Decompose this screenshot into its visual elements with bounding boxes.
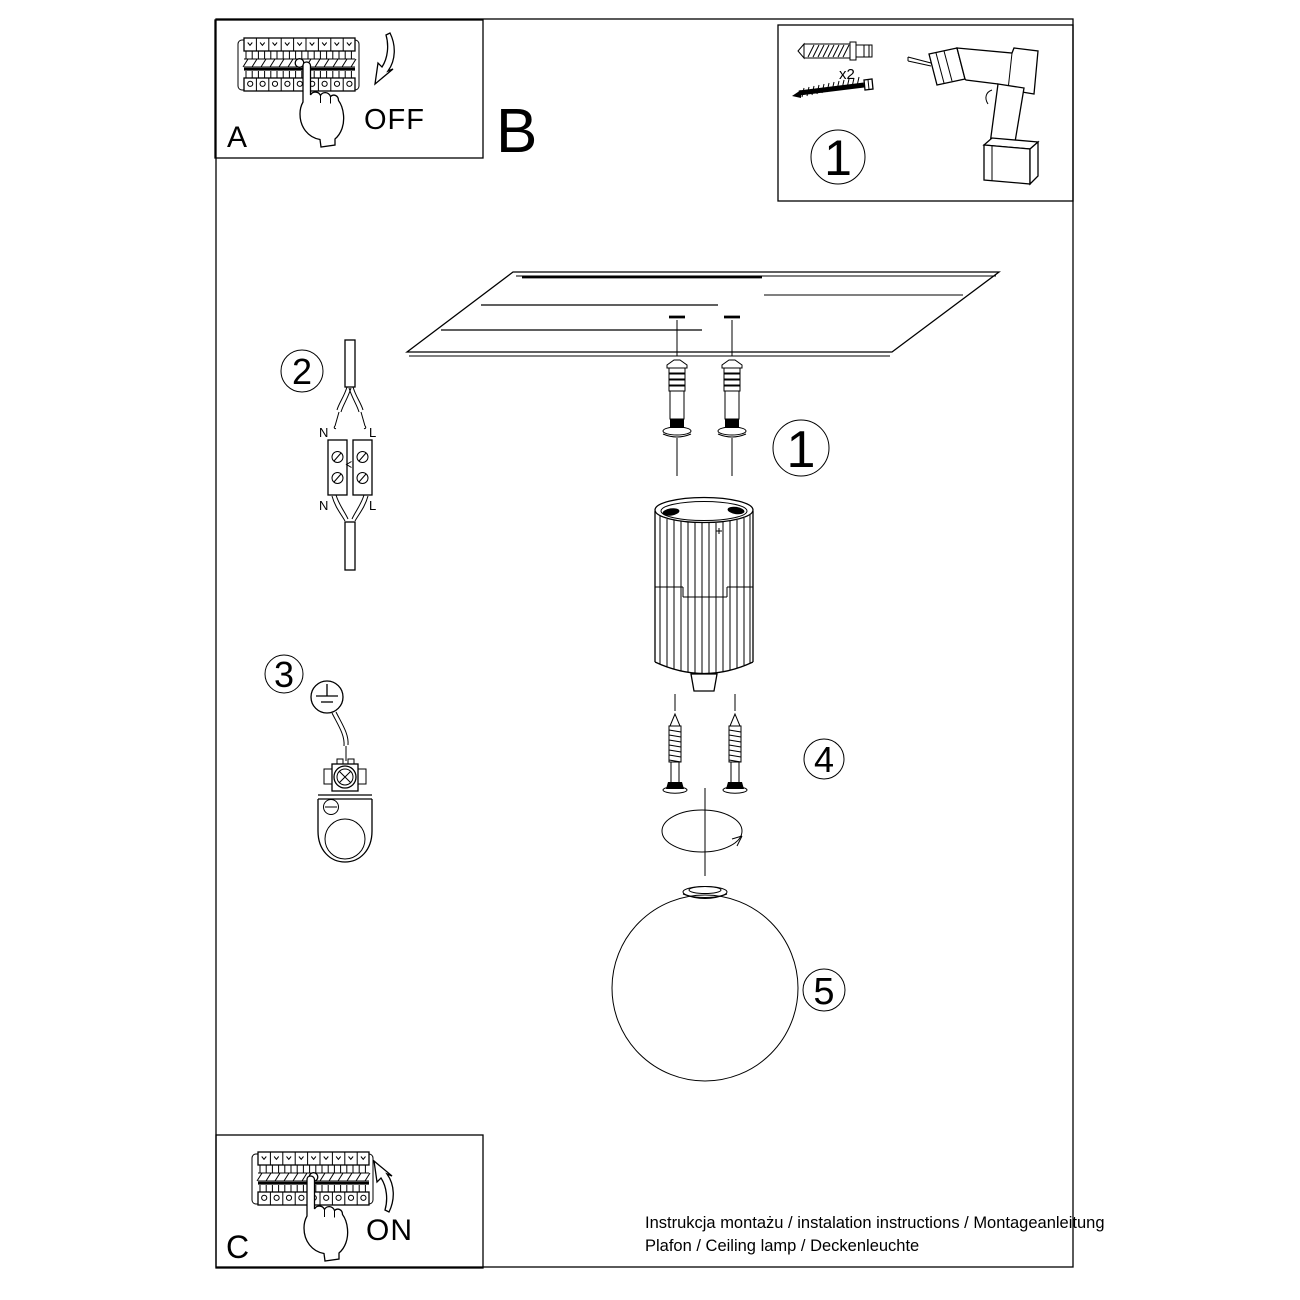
- wall-anchor-left-icon: [663, 360, 691, 476]
- lamp-body: [655, 498, 753, 692]
- section-b-label: B: [496, 97, 538, 166]
- ground-symbol-icon: [311, 681, 343, 713]
- step-number-wiring: 2: [291, 351, 313, 392]
- section-c-power-on: [216, 1135, 483, 1268]
- ground-section: [265, 654, 372, 862]
- wall-plug-icon: [798, 42, 872, 60]
- sphere-collar: [683, 887, 727, 899]
- quantity-label: x2: [839, 66, 855, 83]
- lamp-socket: [691, 674, 717, 691]
- ground-terminal-icon: [324, 759, 366, 791]
- hand-pointing-icon: [304, 1176, 348, 1261]
- step-number-screws: 4: [813, 739, 835, 780]
- on-label: ON: [366, 1214, 413, 1247]
- box-c-label: C: [226, 1229, 250, 1265]
- hand-pointing-icon: [300, 62, 344, 147]
- breaker-panel-icon: [238, 38, 359, 91]
- rotation-arrow-icon: [662, 788, 742, 873]
- mounting-bracket-icon: [318, 795, 372, 862]
- wire-label-n-bottom: N: [319, 498, 329, 513]
- step-number-ground: 3: [273, 654, 295, 695]
- screw-right-icon: [723, 714, 747, 793]
- flutes-lower: [660, 587, 750, 674]
- parts-box: [778, 25, 1073, 201]
- arrow-down-icon: [375, 33, 394, 84]
- page-border: [216, 19, 1073, 1267]
- glass-sphere: [612, 868, 798, 1081]
- box-a-label: A: [227, 121, 248, 154]
- footer-line-1: Instrukcja montażu / instalation instructions / Montageanleitung: [645, 1214, 1105, 1232]
- screw-left-icon: [663, 714, 687, 793]
- screw-icon: [792, 77, 873, 98]
- wire-label-n-top: N: [319, 425, 329, 440]
- footer-line-2: Plafon / Ceiling lamp / Deckenleuchte: [645, 1237, 920, 1255]
- wire-label-l-bottom: L: [369, 498, 377, 513]
- arrow-up-icon: [374, 1161, 393, 1212]
- step-number-shade: 5: [813, 971, 835, 1013]
- drill-icon: [908, 48, 1038, 184]
- step-number-parts: 1: [824, 130, 852, 186]
- flutes-upper: [660, 514, 750, 597]
- cable-top: [345, 340, 355, 387]
- cable-bottom: [345, 522, 355, 570]
- mounting-slot-right: [727, 506, 745, 515]
- wire-label-l-top: L: [369, 425, 377, 440]
- terminal-block-icon: [328, 440, 372, 495]
- footer: [645, 1214, 1105, 1255]
- off-label: OFF: [364, 104, 425, 136]
- ceiling-panel: [407, 272, 999, 356]
- section-a-power-off: [215, 20, 483, 158]
- step-number-anchors: 1: [786, 421, 816, 479]
- wall-anchor-right-icon: [718, 360, 746, 476]
- wiring-section: [281, 340, 376, 570]
